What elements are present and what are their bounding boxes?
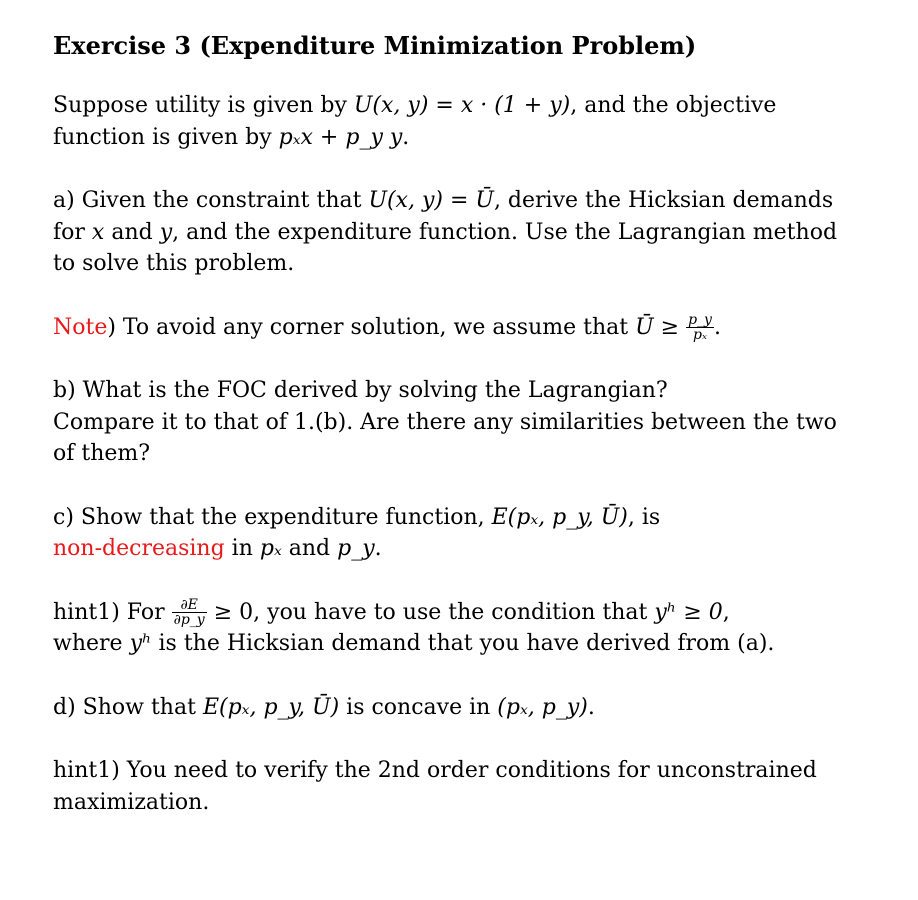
exercise-title: Exercise 3 (Expenditure Minimization Problem) (53, 31, 697, 60)
note-label: Note (53, 314, 108, 340)
corner-condition: Ū ≥ (635, 314, 680, 340)
price-ratio-fraction: $\frac{p\_y}{\text{pₓ}}$ (688, 312, 712, 343)
utility-expression: U(x, y) = x · (1 + y) (353, 93, 571, 118)
note-paragraph: Note) To avoid any corner solution, we assume that Ū ≥ $\frac{p\_y}{\text{pₓ}}$ . (53, 312, 721, 343)
part-d: d) Show that E(pₓ, p_y, Ū) is concave in (pₓ, p_y). (53, 694, 595, 720)
expenditure-function-d: E(pₓ, p_y, Ū) (202, 694, 340, 720)
part-b: b) What is the FOC derived by solving the Lagrangian? Compare it to that of 1.(b). Are there any similarities between the two of them? (53, 378, 837, 466)
partial-derivative-fraction: $\frac{\partial E}{\partial p\_y}$ (173, 597, 205, 628)
objective-expression: pₓx + p_y y (278, 124, 403, 150)
constraint-expression: U(x, y) = Ū (368, 188, 494, 213)
exercise-page (53, 28, 893, 850)
hint-c: hint1) For $\frac{\partial E}{\partial p\_y}$ ≥ 0, you have to use the condition that yʰ ≥ 0, where yʰ is the Hicksian demand that you have derived from (a). (53, 597, 775, 656)
part-c: c) Show that the expenditure function, E(pₓ, p_y, Ū), is non-decreasing in pₓ and p_y. (53, 504, 661, 561)
intro-paragraph: Suppose utility is given by U(x, y) = x · (1 + y), and the objective function is given by pₓx + p_y y. (53, 93, 777, 150)
hint-d: hint1) You need to verify the 2nd order conditions for unconstrained maximization. (53, 758, 817, 815)
part-a: a) Given the constraint that U(x, y) = Ū, derive the Hicksian demands for x and y, and the expenditure function. Use the Lagrangian method to solve this problem. (53, 188, 838, 276)
non-decreasing-highlight: non-decreasing (53, 536, 225, 561)
expenditure-function: E(pₓ, p_y, Ū) (491, 504, 628, 530)
